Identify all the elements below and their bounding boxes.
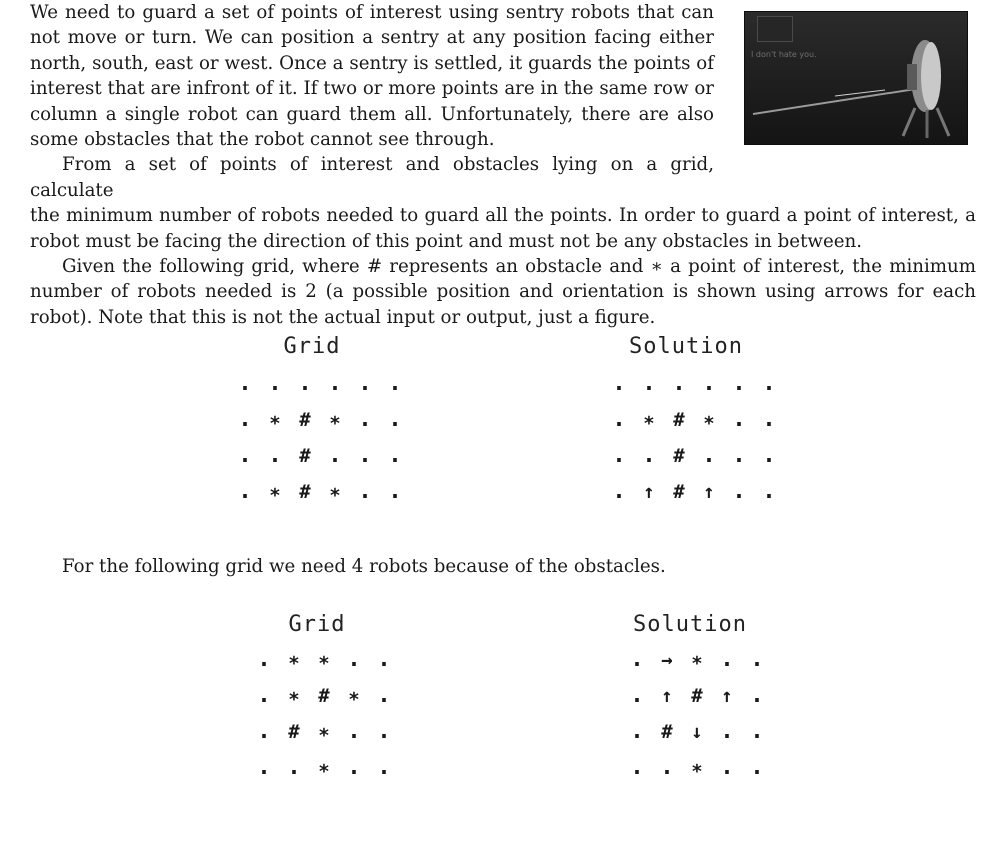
fig1-solution-cell-empty: .	[732, 443, 746, 468]
fig1-grid-cell-empty: .	[358, 407, 372, 432]
fig1-grid-cell-empty: .	[268, 443, 282, 468]
fig1-solution-cell-empty: .	[762, 479, 776, 504]
fig2-solution-cell-robot-arrow: →	[661, 649, 673, 671]
fig2-grid-cell-point: ∗	[318, 757, 330, 779]
second-example-paragraph: For the following grid we need 4 robots because of the obstacles.	[62, 556, 666, 577]
fig2-grid-cell-obstacle: #	[318, 685, 330, 707]
task-paragraph-rest: the minimum number of robots needed to guard all the points. In order to guard a point of interest, a robot must be facing the direction of this point and must not be any obstacles in between.	[30, 205, 976, 252]
fig2-grid-cell-point: ∗	[348, 685, 360, 707]
fig2-solution-cell-point: ∗	[691, 757, 703, 779]
fig2-solution-title: Solution	[633, 612, 747, 637]
fig1-solution-cell-empty: .	[612, 407, 626, 432]
fig2-grid-cell-empty: .	[257, 719, 271, 744]
task-paragraph-start: From a set of points of interest and obstacles lying on a grid, calculate	[30, 154, 714, 201]
fig1-grid-cell-empty: .	[268, 371, 282, 396]
fig1-grid-cell-empty: .	[298, 371, 312, 396]
fig1-grid-cell-empty: .	[238, 371, 252, 396]
fig2-solution-cell-empty: .	[630, 647, 644, 672]
image-caption: I don't hate you.	[751, 50, 817, 59]
fig2-solution-cell-empty: .	[630, 683, 644, 708]
fig1-solution-cell-point: ∗	[643, 409, 655, 431]
fig1-solution-cell-robot-arrow: ↑	[643, 481, 655, 503]
fig1-solution-cell-empty: .	[702, 371, 716, 396]
example-paragraph: Given the following grid, where # represents an obstacle and ∗ a point of interest, the minimum number of robots needed is 2 (a possible position and orientation is shown using arrows for each robot). Note that this is not the actual input or output, just a figure.	[30, 256, 976, 328]
fig2-grid-cell-empty: .	[257, 683, 271, 708]
fig2-solution-cell-robot-arrow: ↑	[721, 685, 733, 707]
fig2-solution-cell-empty: .	[750, 683, 764, 708]
fig1-solution-cell-point: ∗	[703, 409, 715, 431]
fig2-grid-cell-empty: .	[257, 755, 271, 780]
fig1-grid-cell-obstacle: #	[299, 409, 311, 431]
fig1-grid-cell-empty: .	[388, 443, 402, 468]
fig2-grid-title: Grid	[288, 612, 346, 637]
fig2-grid-cell-point: ∗	[288, 685, 300, 707]
fig1-solution-cell-empty: .	[612, 479, 626, 504]
fig1-solution-cell-obstacle: #	[673, 445, 685, 467]
fig2-solution-cell-empty: .	[750, 647, 764, 672]
fig2-solution-cell-robot-arrow: ↑	[661, 685, 673, 707]
fig1-grid-cell-empty: .	[328, 371, 342, 396]
fig2-grid-cell-empty: .	[347, 719, 361, 744]
fig1-solution-cell-empty: .	[762, 443, 776, 468]
fig1-solution-cell-empty: .	[732, 371, 746, 396]
fig2-grid-cell-empty: .	[347, 755, 361, 780]
fig1-grid-cell-point: ∗	[329, 481, 341, 503]
fig2-grid-cell-empty: .	[377, 755, 391, 780]
fig2-solution-cell-empty: .	[630, 719, 644, 744]
fig2-solution-cell-empty: .	[720, 755, 734, 780]
fig1-solution-cell-empty: .	[672, 371, 686, 396]
fig1-solution-cell-empty: .	[732, 407, 746, 432]
fig1-solution-cell-robot-arrow: ↑	[703, 481, 715, 503]
fig2-solution-cell-point: ∗	[691, 649, 703, 671]
fig2-grid-cell-empty: .	[377, 683, 391, 708]
fig1-solution-cell-empty: .	[762, 371, 776, 396]
fig2-grid-cell-point: ∗	[318, 721, 330, 743]
fig1-solution-cell-empty: .	[732, 479, 746, 504]
fig2-grid-cell-obstacle: #	[288, 721, 300, 743]
fig2-solution-cell-empty: .	[630, 755, 644, 780]
fig1-grid-cell-obstacle: #	[299, 445, 311, 467]
fig2-grid-cell-empty: .	[347, 647, 361, 672]
fig2-solution-cell-obstacle: #	[661, 721, 673, 743]
fig2-grid-cell-point: ∗	[318, 649, 330, 671]
fig1-solution-cell-empty: .	[642, 371, 656, 396]
fig1-grid-cell-empty: .	[328, 443, 342, 468]
fig1-grid-cell-obstacle: #	[299, 481, 311, 503]
fig2-grid-cell-point: ∗	[288, 649, 300, 671]
fig2-grid-cell-empty: .	[377, 719, 391, 744]
fig1-grid-cell-point: ∗	[329, 409, 341, 431]
fig2-solution-cell-empty: .	[750, 755, 764, 780]
fig1-grid-cell-empty: .	[238, 479, 252, 504]
fig1-grid-cell-point: ∗	[269, 481, 281, 503]
fig1-grid-cell-empty: .	[388, 407, 402, 432]
fig2-solution-cell-empty: .	[720, 647, 734, 672]
fig1-grid-cell-empty: .	[238, 443, 252, 468]
fig2-grid-cell-empty: .	[257, 647, 271, 672]
fig2-solution-cell-robot-arrow: ↓	[691, 721, 703, 743]
fig1-solution-cell-obstacle: #	[673, 409, 685, 431]
fig1-solution-cell-empty: .	[702, 443, 716, 468]
fig1-grid-cell-empty: .	[358, 371, 372, 396]
fig1-grid-cell-empty: .	[388, 371, 402, 396]
fig1-solution-cell-empty: .	[642, 443, 656, 468]
intro-paragraph: We need to guard a set of points of interest using sentry robots that can not move or turn. We can position a sentry at any position facing either north, south, east or west. Once a sentry is settled, it guards the points of interest that are infront of it. If two or more points are in the same row or column a single robot can guard them all. Unfortunately, there are also some obstacles that the robot cannot see through.	[30, 2, 714, 151]
fig1-grid-cell-empty: .	[238, 407, 252, 432]
fig2-solution-cell-empty: .	[720, 719, 734, 744]
fig2-solution-cell-empty: .	[660, 755, 674, 780]
fig1-solution-cell-empty: .	[612, 371, 626, 396]
fig1-solution-cell-empty: .	[762, 407, 776, 432]
fig1-grid-cell-point: ∗	[269, 409, 281, 431]
fig1-solution-cell-obstacle: #	[673, 481, 685, 503]
fig1-grid-cell-empty: .	[388, 479, 402, 504]
fig2-grid-cell-empty: .	[377, 647, 391, 672]
fig2-grid-cell-empty: .	[287, 755, 301, 780]
fig1-grid-title: Grid	[283, 334, 341, 359]
fig1-solution-cell-empty: .	[612, 443, 626, 468]
fig1-grid-cell-empty: .	[358, 443, 372, 468]
fig2-solution-cell-obstacle: #	[691, 685, 703, 707]
fig2-solution-cell-empty: .	[750, 719, 764, 744]
fig1-solution-title: Solution	[629, 334, 743, 359]
fig1-grid-cell-empty: .	[358, 479, 372, 504]
